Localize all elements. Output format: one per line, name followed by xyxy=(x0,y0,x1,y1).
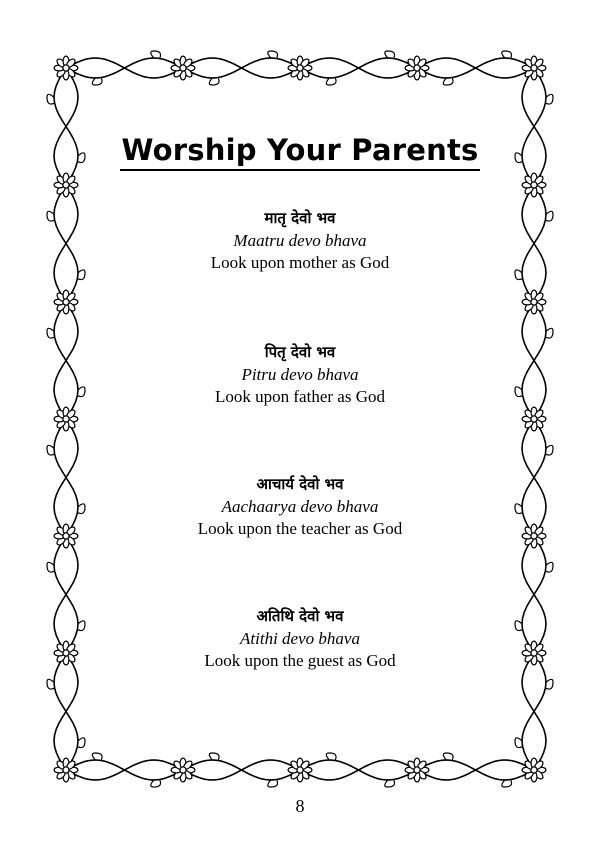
flower-icon xyxy=(405,758,429,782)
mantra-guest xyxy=(0,604,600,672)
flower-icon xyxy=(522,56,546,80)
mantra-transliteration: Atithi devo bhava xyxy=(240,629,360,648)
mantra-devanagari: आचार्य देवो भव xyxy=(256,475,344,493)
mantra-teacher xyxy=(0,472,600,540)
mantra-meaning: Look upon mother as God xyxy=(210,253,390,272)
flower-icon xyxy=(405,56,429,80)
mantra-transliteration: Aachaarya devo bhava xyxy=(221,497,379,516)
mantra-meaning: Look upon the teacher as God xyxy=(197,519,403,538)
page-title-text: Worship Your Parents xyxy=(120,132,481,171)
mantra-mother xyxy=(0,206,600,274)
flower-icon xyxy=(522,173,546,197)
flower-icon xyxy=(54,290,78,314)
page-title xyxy=(0,132,600,171)
flower-icon xyxy=(288,758,312,782)
mantra-meaning: Look upon father as God xyxy=(215,387,385,406)
flower-icon xyxy=(288,56,312,80)
mantra-devanagari: मातृ देवो भव xyxy=(264,209,336,227)
mantra-meaning: Look upon the guest as God xyxy=(204,651,396,670)
flower-icon xyxy=(54,56,78,80)
mantra-devanagari: अतिथि देवो भव xyxy=(256,607,344,625)
flower-icon xyxy=(54,758,78,782)
flower-icon xyxy=(522,290,546,314)
page-number: 8 xyxy=(295,796,305,816)
flower-icon xyxy=(54,407,78,431)
flower-icon xyxy=(171,758,195,782)
flower-icon xyxy=(522,758,546,782)
flower-icon xyxy=(54,173,78,197)
flower-icon xyxy=(522,407,546,431)
mantra-father xyxy=(0,340,600,408)
flower-icon xyxy=(171,56,195,80)
mantra-transliteration: Maatru devo bhava xyxy=(233,231,367,250)
mantra-devanagari: पितृ देवो भव xyxy=(264,343,336,361)
mantra-transliteration: Pitru devo bhava xyxy=(241,365,359,384)
